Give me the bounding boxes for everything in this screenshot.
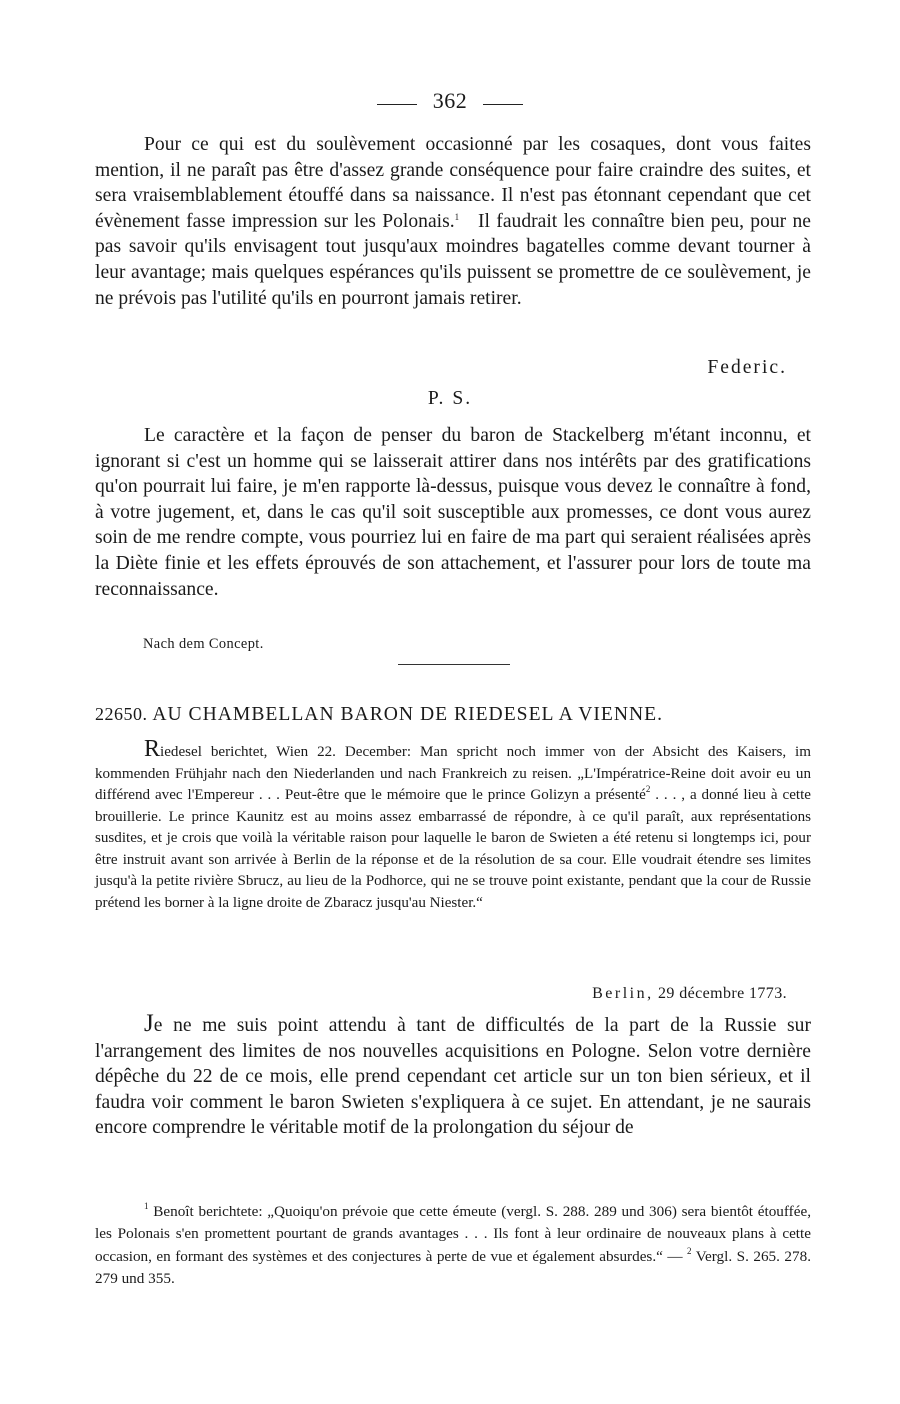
letter-body-continued <box>95 132 811 311</box>
footnote-ref: 1 <box>454 211 460 222</box>
drop-initial: J <box>144 1010 154 1037</box>
footnote-text: Benoît berichtete: „Quoiqu'on prévoie que cette émeute (vergl. S. 288. 289 und 306) sera bientôt étouffée, les Polonais s'en promettent pourtant de grands avantages . . . Ils font à leur ordinaire de nouveaux plans à cette occasion, en formant des systèmes et des conjectures à perte de vue et également absurdes.“ — <box>95 1203 812 1265</box>
dateline <box>0 985 787 1003</box>
footnote-ref: 2 <box>645 784 651 794</box>
source-note: Nach dem Concept. <box>143 636 264 652</box>
header-dash-right <box>483 104 523 105</box>
footnote-mark: 1 <box>144 1201 149 1211</box>
report-paragraph <box>95 736 811 914</box>
footnote-text: Vergl. S. 265. 278. 279 und 355. <box>95 1247 812 1288</box>
report-text-cont: . . . , a donné lieu à cette brouillerie. Le prince Kaunitz est au moins assez embarrassé de répondre, à ce qu'il paraît, aux représentations susdites, et je crois que voilà la véritable raison pour laquelle le baron de Swieten a été retenu si longtemps ici, pour être instruit avant son arrivée à Berlin de la réponse et de la résolution de sa cour. Elle voudrait étendre ses limites jusqu'à la petite rivière Sbrucz, au lieu de la Podhorce, qui ne se trouve point existante, pendant que la cour de Russie prétend les borner à la ligne droite de Zbaracz jusqu'au Niester.“ <box>95 787 811 911</box>
letter-number: 22650. <box>95 704 148 724</box>
page-header <box>0 86 900 116</box>
letter-text: e ne me suis point attendu à tant de difficultés de la part de la Russie sur l'arrangement des limites de nos nouvelles acquisitions en Pologne. Selon votre dernière dépêche du 22 de ce mois, elle prend cependant cet article sur un ton bien sérieux, et il faudra voir comment le baron Swieten s'expliquera à ce sujet. En attendant, je ne saurais encore comprendre le véritable motif de la prolongation du séjour de <box>95 1015 811 1139</box>
paragraph-text-cont: Il faudrait les connaître bien peu, pour ne pas savoir qu'ils envisagent tout jusqu'aux moindres bagatelles comme devant tourner à leur avantage; mais quelques espérances qu'ils puissent se promettre de ce soulèvement, je ne prévois pas l'utilité qu'ils en pourront jamais retirer. <box>95 210 811 309</box>
dateline-place: Berlin, <box>592 985 654 1002</box>
letter-paragraph <box>95 1010 811 1141</box>
letter-heading <box>95 704 811 726</box>
section-divider <box>398 664 510 665</box>
postscript-paragraph: Le caractère et la façon de penser du baron de Stackelberg m'étant inconnu, et ignorant si c'est un homme qui se laisserait attirer dans nos intérêts par des gratifications qu'on pourrait lui faire, je m'en rapporte là-dessus, puisque vous devez le connaître à fond, à votre jugement, et, dans le cas qu'il soit susceptible aux promesses, ce dont vous aurez soin de me rendre compte, vous pourriez lui en faire de ma part qui seraient réalisées après la Diète finie et les effets éprouvés de son attachement, et l'assurer pour lors de toute ma reconnaissance. <box>95 425 811 600</box>
report-text: iedesel berichtet, Wien 22. December: Man spricht noch immer von der Absicht des Kaisers, im kommenden Frühjahr nach den Niederlanden und nach Frankreich zu reisen. „L'Impératrice-Reine doit avoir eu un différend avec l'Empereur . . . Peut-être que le mémoire que le prince Golizyn a présenté <box>95 744 811 803</box>
footnotes <box>95 1201 811 1291</box>
postscript-heading: P. S. <box>427 388 473 409</box>
signature: Federic. <box>707 357 787 378</box>
letter-title: AU CHAMBELLAN BARON DE RIEDESEL A VIENNE. <box>152 704 664 725</box>
page-number: 362 <box>432 88 468 113</box>
report-summary <box>95 736 811 914</box>
drop-initial: R <box>144 736 161 762</box>
paragraph-text: Pour ce qui est du soulèvement occasionné par les cosaques, dont vous faites mention, il ne paraît pas être d'assez grande conséquence pour faire craindre des suites, et sera vraisemblablement étouffé dans sa naissance. Il n'est pas étonnant cependant que cet évènement fasse impression sur les Polonais. <box>95 134 811 232</box>
footnote <box>95 1201 811 1291</box>
postscript-body <box>95 423 811 602</box>
dateline-date: 29 décembre 1773. <box>658 985 787 1002</box>
letter-body <box>95 1010 811 1141</box>
footnote-mark: 2 <box>687 1245 692 1256</box>
header-dash-left <box>377 104 417 105</box>
paragraph <box>95 132 811 311</box>
